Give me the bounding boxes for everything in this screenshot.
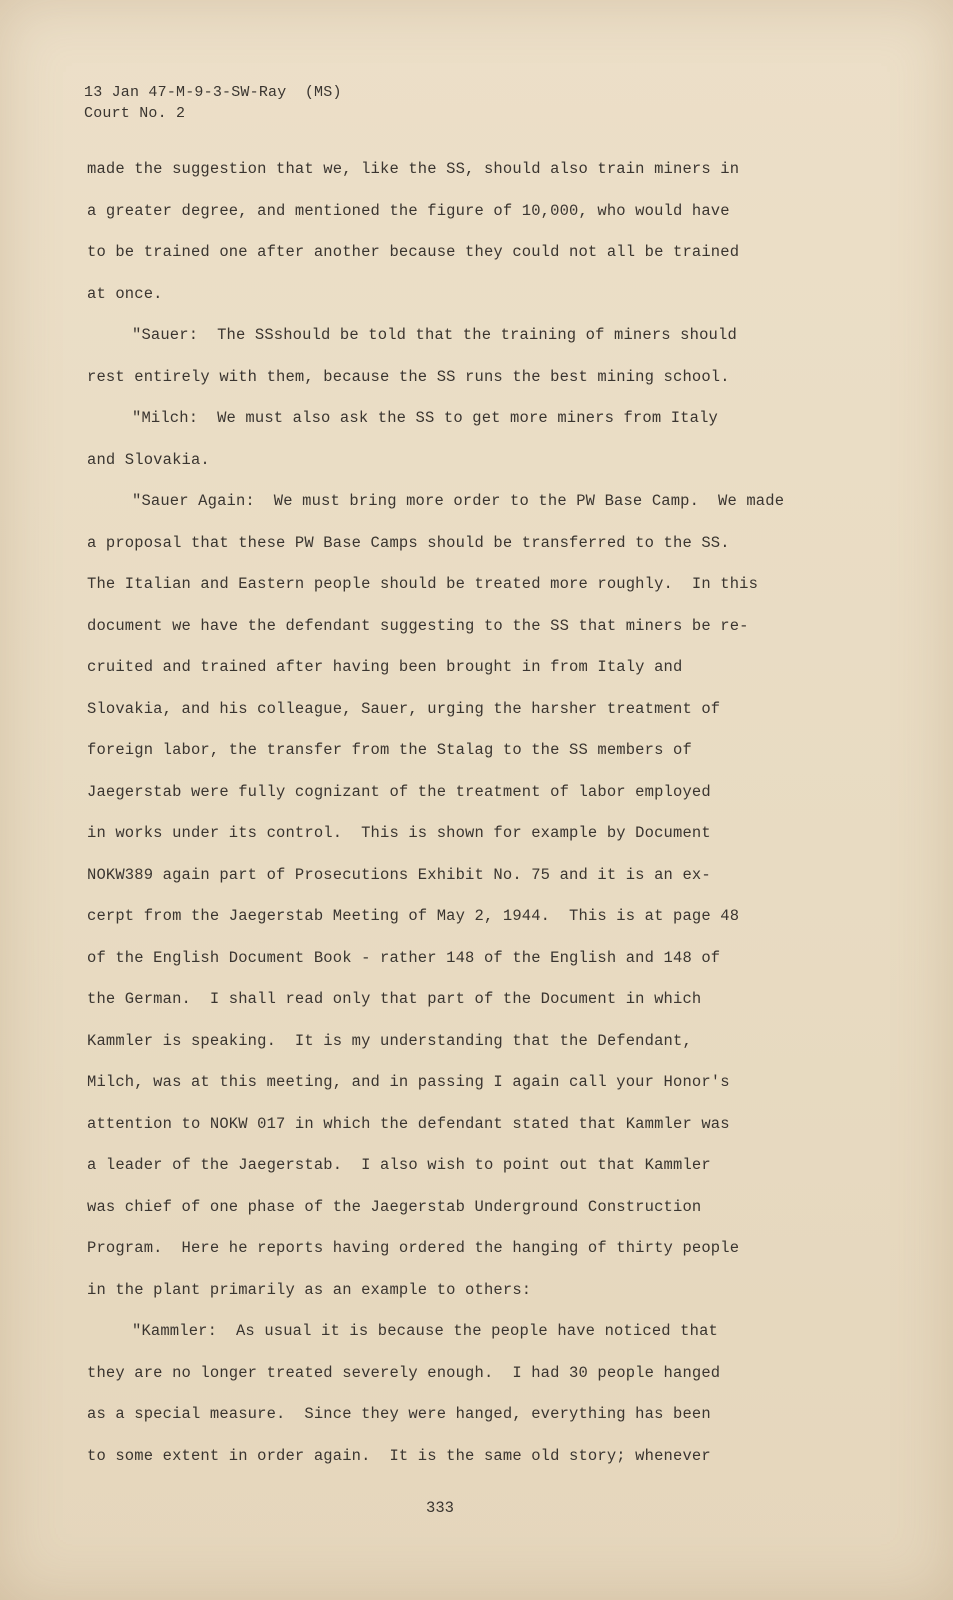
transcript-line: cerpt from the Jaegerstab Meeting of May 2, 1944. This is at page 48 — [87, 907, 740, 925]
transcript-line: a proposal that these PW Base Camps should be transferred to the SS. — [87, 533, 730, 552]
transcript-line: as a special measure. Since they were hanged, everything has been — [87, 1405, 711, 1423]
transcript-line: they are no longer treated severely enough. I had 30 people hanged — [87, 1363, 721, 1382]
transcript-line: attention to NOKW 017 in which the defendant stated that Kammler was — [87, 1114, 730, 1133]
header-court-line: Court No. 2 — [84, 105, 186, 122]
transcript-line: "Sauer Again: We must bring more order to the PW Base Camp. We made — [132, 492, 785, 510]
transcript-line: in the plant primarily as an example to others: — [87, 1280, 532, 1299]
transcript-line: rest entirely with them, because the SS runs the best mining school. — [87, 367, 730, 386]
page-number: 333 — [426, 1499, 454, 1517]
transcript-line: to be trained one after another because they could not all be trained — [87, 243, 740, 261]
transcript-line: at once. — [87, 284, 163, 303]
transcript-line: "Kammler: As usual it is because the people have noticed that — [132, 1322, 718, 1340]
transcript-line: Kammler is speaking. It is my understanding that the Defendant, — [87, 1031, 692, 1050]
transcript-line: Slovakia, and his colleague, Sauer, urging the harsher treatment of — [87, 699, 721, 718]
transcript-body — [87, 157, 877, 1485]
document-header — [84, 82, 342, 124]
transcript-line: NOKW389 again part of Prosecutions Exhibit No. 75 and it is an ex- — [87, 865, 711, 884]
transcript-line: a leader of the Jaegerstab. I also wish to point out that Kammler — [87, 1156, 711, 1174]
transcript-line: Jaegerstab were fully cognizant of the treatment of labor employed — [87, 782, 711, 801]
header-reference-line: 13 Jan 47-M-9-3-SW-Ray (MS) — [84, 84, 342, 101]
transcript-line: foreign labor, the transfer from the Stalag to the SS members of — [87, 741, 692, 759]
transcript-line: was chief of one phase of the Jaegerstab Underground Construction — [87, 1197, 702, 1216]
transcript-line: "Sauer: The SSshould be told that the training of miners should — [132, 326, 737, 344]
transcript-line: document we have the defendant suggesting to the SS that miners be re- — [87, 616, 749, 635]
transcript-line: in works under its control. This is shown for example by Document — [87, 824, 711, 842]
transcript-line: of the English Document Book - rather 148 of the English and 148 of — [87, 948, 721, 967]
transcript-line: "Milch: We must also ask the SS to get more miners from Italy — [132, 409, 718, 427]
transcript-line: a greater degree, and mentioned the figure of 10,000, who would have — [87, 201, 730, 220]
transcript-line: and Slovakia. — [87, 450, 210, 469]
transcript-line: to some extent in order again. It is the same old story; whenever — [87, 1446, 711, 1465]
transcript-line: cruited and trained after having been brought in from Italy and — [87, 658, 683, 676]
transcript-line: the German. I shall read only that part of the Document in which — [87, 990, 702, 1008]
transcript-line: Milch, was at this meeting, and in passing I again call your Honor's — [87, 1073, 730, 1091]
transcript-line: The Italian and Eastern people should be treated more roughly. In this — [87, 575, 759, 593]
transcript-line: Program. Here he reports having ordered the hanging of thirty people — [87, 1239, 740, 1257]
transcript-line: made the suggestion that we, like the SS, should also train miners in — [87, 160, 740, 178]
